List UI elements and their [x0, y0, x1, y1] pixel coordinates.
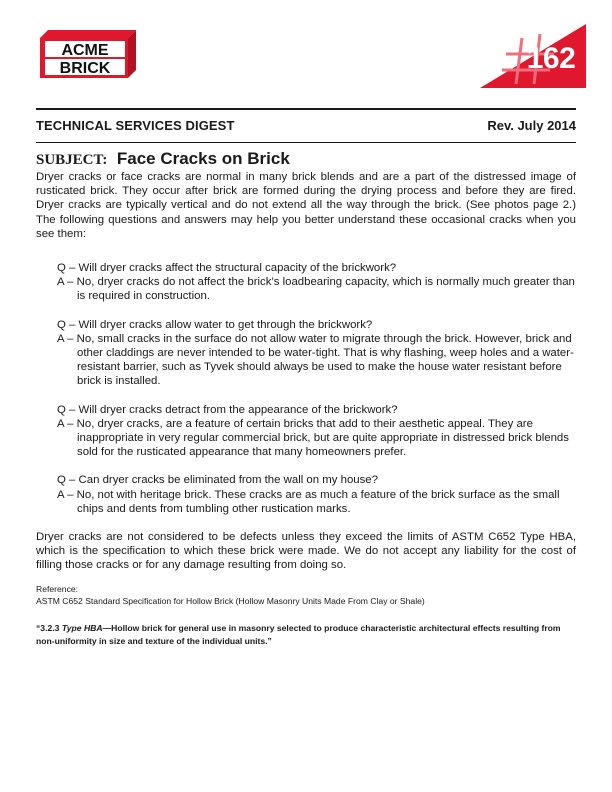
answer: A – No, small cracks in the surface do not allow water to migrate through the brick. However, brick and other claddings are never intended to be water-tight. That is why flashing, weep holes and a water-resistant barrier, such as Tyvek should always be used to make the house water resistant before brick is installed.: [57, 332, 574, 388]
reference-label: Reference:: [36, 583, 79, 594]
question: Q – Can dryer cracks be eliminated from the wall on my house?: [57, 474, 378, 487]
definition-quote: [36, 622, 576, 648]
intro-paragraph: Dryer cracks or face cracks are normal in many brick blends and are a part of the distressed image of rusticated brick. They occur after brick are formed during the drying process and before they are fired. Dryer cracks are typically vertical and do not extend all the way through the brick. (See photos page 2.) The following questions and answers may help you better understand these occasional cracks when you see them:: [36, 171, 576, 240]
digest-body: [36, 170, 576, 648]
answer: A – No, dryer cracks, are a feature of certain bricks that add to their aesthetic appeal. They are inappropriate in very regular commercial brick, but are quite appropriate in distressed brick blends sold for the rusticated appearance that many homeowners prefer.: [57, 417, 569, 459]
qa-list: [36, 261, 576, 516]
reference-text: ASTM C652 Standard Specification for Hollow Brick (Hollow Masonry Units Made From Clay or Shale): [36, 596, 425, 607]
question: Q – Will dryer cracks detract from the appearance of the brickwork?: [57, 403, 398, 416]
logo-top-face: [40, 30, 136, 38]
reference-block: [36, 583, 576, 608]
answer: A – No, not with heritage brick. These cracks are as much a feature of the brick surface as the small chips and dents from tumbling other rustication marks.: [57, 488, 560, 515]
header-rule-top: [36, 108, 576, 110]
header-rule-bottom: [36, 142, 576, 143]
logo-word-brick: BRICK: [59, 60, 111, 77]
page-title: Face Cracks on Brick: [116, 149, 290, 168]
logo-side-face: [128, 30, 136, 78]
closing-paragraph: Dryer cracks are not considered to be defects unless they exceed the limits of ASTM C652 Type HBA, which is the specification to which these brick were made. We do not accept any liability for the cost of filling those cracks or for any damage resulting from doing so.: [36, 531, 576, 572]
definition-text: —Hollow brick for general use in masonry selected to produce characteristic architectural effects resulting from non-uniformity in size and texture of the individual units.”: [36, 622, 561, 646]
qa-item: [36, 473, 576, 516]
definition-term: Type HBA: [61, 622, 103, 633]
digest-number: 162: [526, 42, 576, 75]
subject-label: SUBJECT:: [36, 152, 108, 168]
qa-item: [36, 318, 576, 389]
qa-item: [36, 403, 576, 460]
logo-word-acme: ACME: [61, 42, 109, 59]
digest-title: TECHNICAL SERVICES DIGEST: [36, 118, 235, 133]
question: Q – Will dryer cracks allow water to get through the brickwork?: [57, 318, 373, 331]
revision-date: Rev. July 2014: [487, 118, 576, 133]
subject-line: [36, 149, 290, 169]
answer: A – No, dryer cracks do not affect the brick’s loadbearing capacity, which is normally much greater than is required in construction.: [57, 276, 575, 303]
question: Q – Will dryer cracks affect the structural capacity of the brickwork?: [57, 262, 397, 275]
definition-open: “3.2.3: [36, 622, 62, 633]
acme-brick-logo: [40, 30, 136, 78]
qa-item: [36, 261, 576, 304]
